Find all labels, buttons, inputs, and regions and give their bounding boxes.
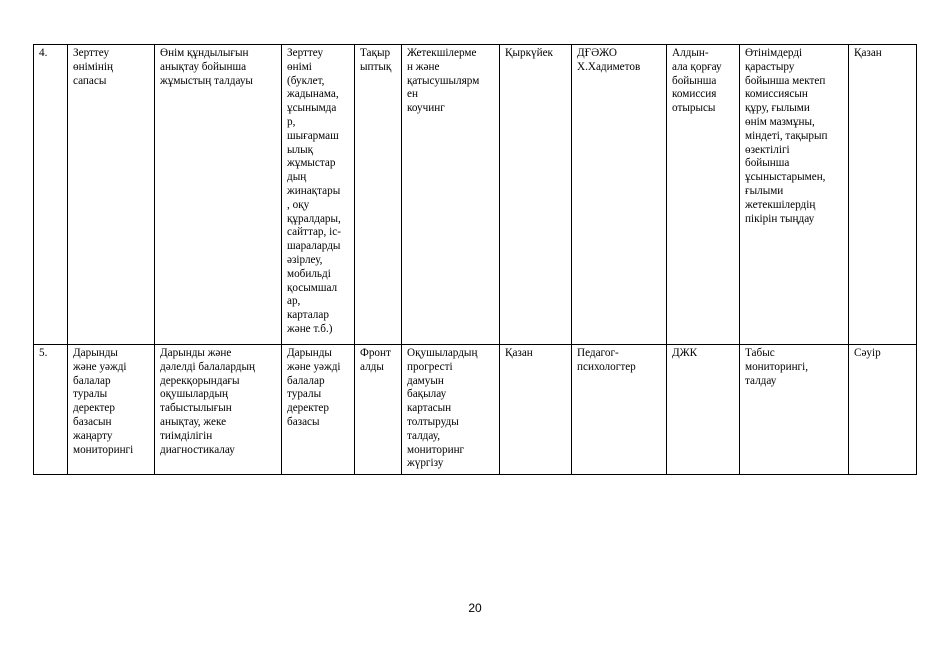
cell-decision: Өтінімдерді қарастыру бойынша мектеп комиссиясын құру, ғылыми өнім мазмұны, міндеті, тақырып өзектілігі бойынша ұсыныстарымен, ғылыми жетекшілердің пікірін тыңдау xyxy=(740,45,849,345)
cell-goal: Дарынды және дәлелді балалардың дерекқорындағы оқушылардың табыстылығын анықтау, жеке тиімділігін диагностикалау xyxy=(155,345,282,475)
cell-goal: Өнім құндылығын анықтау бойынша жұмыстың талдауы xyxy=(155,45,282,345)
page-number: 20 xyxy=(468,601,482,615)
cell-object: Зерттеу өнімі (буклет, жадынама, ұсынымда р, шығармаш ылық жұмыстар дың жинақтары , оқу құралдары, сайттар, іс- шараларды әзірлеу, мобильді қосымшал ар, карталар және т.б.) xyxy=(282,45,355,345)
cell-place: ДЖК xyxy=(667,345,740,475)
cell-method: Жетекшілерме н және қатысушылярм ен коучинг xyxy=(402,45,500,345)
cell-responsible: ДҒӘЖО Х.Хадиметов xyxy=(572,45,667,345)
cell-type: Фронт алды xyxy=(355,345,402,475)
cell-number: 4. xyxy=(34,45,68,345)
cell-date: Қыркүйек xyxy=(500,45,572,345)
plan-table xyxy=(33,44,917,475)
cell-date: Қазан xyxy=(500,345,572,475)
cell-deadline: Сәуір xyxy=(849,345,917,475)
cell-number: 5. xyxy=(34,345,68,475)
table-row xyxy=(34,45,917,345)
cell-method: Оқушылардың прогресті дамуын бақылау картасын толтыруды талдау, мониторинг жүргізу xyxy=(402,345,500,475)
cell-deadline: Қазан xyxy=(849,45,917,345)
cell-responsible: Педагог- психологтер xyxy=(572,345,667,475)
cell-decision: Табыс мониторингі, талдау xyxy=(740,345,849,475)
cell-object: Дарынды және уәжді балалар туралы деректер базасы xyxy=(282,345,355,475)
cell-place: Алдын- ала қорғау бойынша комиссия отырысы xyxy=(667,45,740,345)
table-row xyxy=(34,345,917,475)
cell-direction: Зерттеу өнімінің сапасы xyxy=(68,45,155,345)
cell-direction: Дарынды және уәжді балалар туралы деректер базасын жаңарту мониторингі xyxy=(68,345,155,475)
cell-type: Тақыр ыптық xyxy=(355,45,402,345)
